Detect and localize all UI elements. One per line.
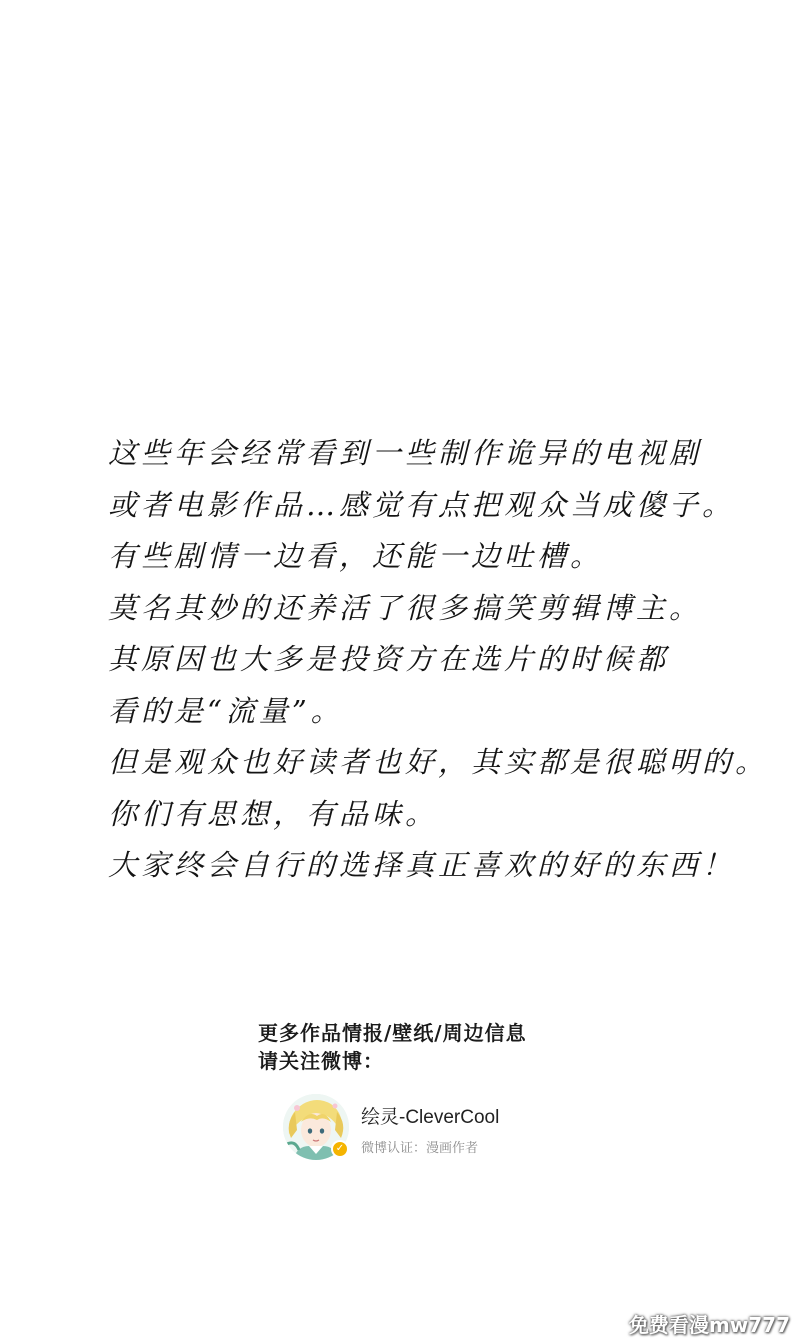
body-line: 你们有思想，有品味。: [108, 796, 439, 831]
follow-promo: [258, 1019, 578, 1075]
promo-follow-label: 请关注微博：: [258, 1049, 384, 1073]
weibo-account-card[interactable]: [283, 1088, 543, 1168]
body-line: 这些年会经常看到一些制作诡异的电视剧: [108, 436, 703, 470]
body-line: 或者电影作品…感觉有点把观众当成傻子。: [108, 487, 736, 522]
article-body: [108, 428, 768, 892]
watermark: 免费看漫mw777: [628, 1313, 790, 1337]
account-verification: 微博认证：漫画作者: [361, 1140, 479, 1155]
body-line: 莫名其妙的还养活了很多搞笑剪辑博主。: [108, 590, 703, 625]
account-name[interactable]: 绘灵-CleverCool: [361, 1107, 500, 1128]
body-line: 看的是“流量”。: [108, 693, 344, 728]
body-line: 但是观众也好读者也好，其实都是很聪明的。: [108, 745, 769, 779]
body-line: 有些剧情一边看，还能一边吐槽。: [108, 539, 604, 573]
verified-badge-icon: ✓: [331, 1140, 349, 1158]
body-line: 其原因也大多是投资方在选片的时候都: [108, 642, 670, 676]
body-line: 大家终会自行的选择真正喜欢的好的东西！: [108, 848, 736, 882]
promo-heading: 更多作品情报/壁纸/周边信息: [258, 1021, 527, 1045]
